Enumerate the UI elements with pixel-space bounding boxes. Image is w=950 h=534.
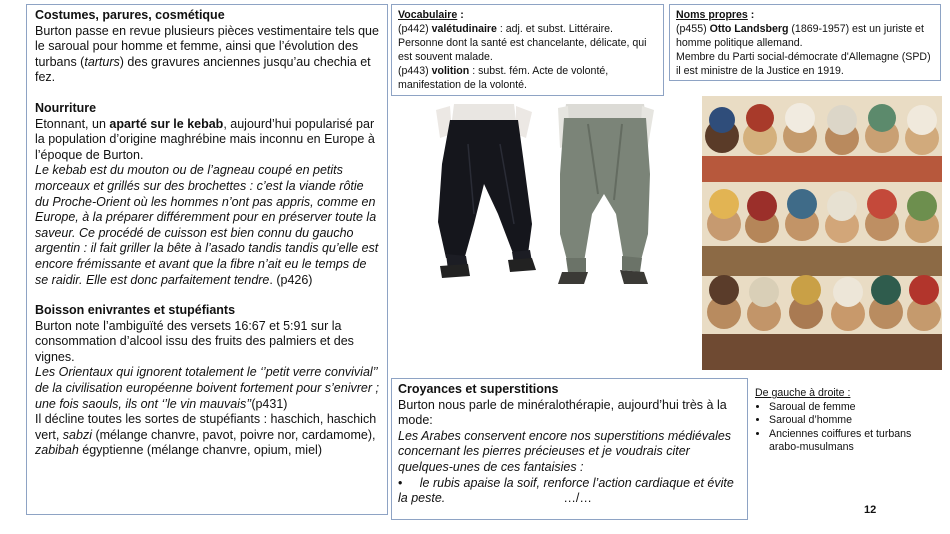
legend-title: De gauche à droite : (755, 387, 851, 399)
nourriture-quote (35, 163, 379, 288)
mens-saroual-photo (548, 104, 660, 286)
costumes-text-b: ) des gravures anciennes jusqu’au chechia et fez. (35, 54, 371, 85)
costumes-title: Costumes, parures, cosmétique (35, 8, 225, 22)
boisson-sabzi: sabzi (62, 427, 92, 442)
boisson-paragraph: Burton note l’ambiguïté des versets 16:67 et 5:91 sur la consommation d’alcool issu des fruits des palmiers et des vignes. (35, 318, 354, 364)
nourriture-quote-ref: . (p426) (269, 272, 313, 287)
image-legend (755, 387, 935, 455)
boisson-quote (35, 365, 379, 412)
vocabulary-box (391, 4, 664, 96)
costumes-text-italic: tarturs (84, 54, 120, 69)
croyances-quote (398, 429, 741, 476)
boisson-paragraph-2 (35, 412, 379, 459)
legend-item: • Saroual d’homme (769, 414, 935, 428)
boisson-quote-text: Les Orientaux qui ignorent totalement le ‘’petit verre convivial’’ de la civilisation européenne boivent fortement pour s’enivrer ; une fois saouls, ils ont ‘’le vin mauvais’’ (35, 365, 379, 411)
legend-list (755, 401, 935, 455)
legend-item: • Anciennes coiffures et turbans arabo-musulmans (769, 428, 935, 455)
boisson-text-c: égyptienne (mélange chanvre, opium, miel) (78, 443, 322, 458)
proper-names-entry (676, 22, 934, 50)
vocab-e2-def: : subst. fém. Acte de volonté, manifestation de la volonté. (398, 65, 609, 91)
croyances-bullet (398, 476, 741, 507)
vocabulary-title: Vocabulaire (398, 9, 458, 21)
vocabulary-entry-2 (398, 64, 657, 92)
main-text-box (26, 4, 388, 515)
page-number: 12 (864, 504, 877, 516)
proper-names-entry-2: Membre du Parti social-démocrate d'Allemagne (SPD) il est ministre de la Justice en 1919. (676, 51, 931, 77)
costumes-text-a: Burton passe en revue plusieurs pièces vestimentaire tels que le saroual pour homme et femme, ainsi que l’évolution des turbans ( (35, 23, 379, 69)
croyances-paragraph: Burton nous parle de minéralothérapie, aujourd’hui très à la mode: (398, 397, 727, 428)
proper-names-colon: : (747, 9, 755, 21)
vocabulary-entry-1 (398, 22, 657, 64)
nourriture-text-bold: aparté sur le kebab (109, 116, 224, 131)
vocab-e1-ref: (p442) (398, 23, 432, 35)
vocabulary-heading (398, 8, 657, 22)
croyances-title: Croyances et superstitions (398, 382, 559, 396)
boisson-text-b: (mélange chanvre, pavot, poivre nor, cardamome), (91, 427, 376, 442)
croyances-ellipsis: …/… (563, 491, 592, 506)
boisson-title: Boisson enivrantes et stupéfiants (35, 303, 236, 318)
nourriture-text-b: , aujourd’hui popularisé par la population d’origine maghrébine mais inconnu en Europe à l’époque de Burton. (35, 116, 375, 162)
croyances-bullet-text: le rubis apaise la soif, renforce l’action cardiaque et évite la peste. (398, 475, 734, 506)
legend-item: • Saroual de femme (769, 401, 935, 415)
nourriture-quote-text: Le kebab est du mouton ou de l’agneau coupé en petits morceaux et grillés sur des brochettes : c’est la viande rôtie du Proche-Orient où les hommes n’ont pas appris, comme en Europe, à la préparer différemment pour en préserver toute la saveur. Ce procédé de cuisson est bien connu du gaucho argentin : il fait griller la bête à l’asado tandis tandis qu’elle est encore frémissante et avant que la fibre n’ait eu le temps de se raidir. Elle est donc parfaitement tendre (35, 163, 379, 287)
proper-names-title: Noms propres (676, 9, 748, 21)
noms-name: Otto Landsberg (709, 23, 789, 35)
vocab-e2-ref: (p443) (398, 65, 432, 77)
vocab-e1-word: valétudinaire (431, 23, 497, 35)
boisson-zabibah: zabibah (35, 443, 79, 458)
costumes-paragraph (35, 24, 379, 86)
croyances-box (391, 378, 748, 520)
nourriture-title: Nourriture (35, 100, 97, 115)
vocab-e2-word: volition (431, 65, 470, 77)
croyances-bullet-dot: • (398, 475, 403, 490)
turbans-engraving (702, 96, 942, 370)
vocab-e1-def: : adj. et subst. Littéraire. Personne dont la santé est chancelante, délicate, qui est souvent malade. (398, 23, 647, 63)
womens-saroual-photo (428, 104, 540, 280)
croyances-quote-text: Les Arabes conservent encore nos superstitions médiévales concernant les pierres précieuses et je voudrais citer quelques-unes de ces fantaisies : (398, 428, 732, 474)
proper-names-heading (676, 8, 934, 22)
vocabulary-colon: : (457, 9, 464, 21)
proper-names-box (669, 4, 941, 81)
noms-ref: (p455) (676, 23, 710, 35)
boisson-text-a: Il décline toutes les sortes de stupéfiants : haschich, haschich vert, (35, 412, 377, 442)
noms-text: (1869-1957) est un juriste et homme politique allemand. (676, 23, 924, 49)
boisson-quote-ref: (p431) (251, 396, 288, 411)
nourriture-paragraph (35, 117, 379, 164)
nourriture-text-a: Etonnant, un (35, 116, 110, 131)
